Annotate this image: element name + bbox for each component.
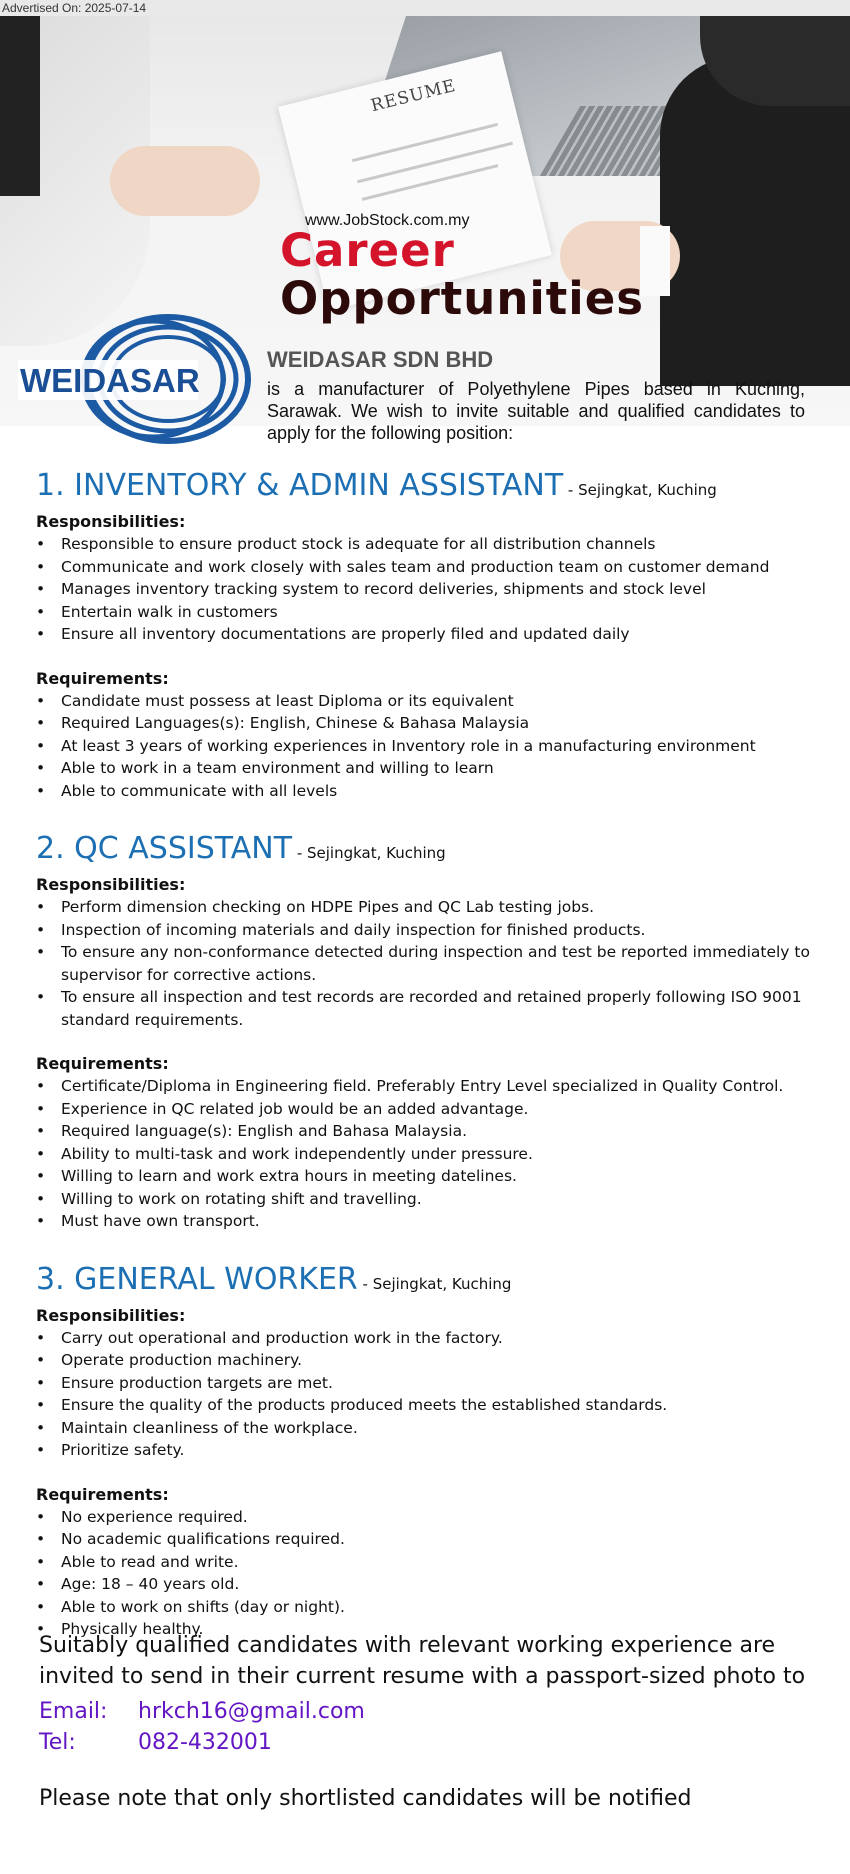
list-item: • Prioritize safety. [36, 1439, 836, 1462]
company-intro: is a manufacturer of Polyethylene Pipes based in Kuching, Sarawak. We wish to invite suitable and qualified candidates to apply for the following position: [267, 379, 805, 443]
list-item: • Maintain cleanliness of the workplace. [36, 1417, 836, 1440]
list-item: • Ability to multi-task and work independently under pressure. [36, 1143, 836, 1166]
requirements-heading: Requirements: [36, 1054, 169, 1073]
requirements-heading: Requirements: [36, 668, 169, 688]
requirements-list [36, 1075, 836, 1233]
list-item: • Able to read and write. [36, 1551, 836, 1574]
responsibilities-list [36, 1327, 836, 1462]
website-url: www.JobStock.com.my [305, 212, 470, 229]
job-location: - Sejingkat, Kuching [292, 844, 446, 862]
list-item: • Able to work on shifts (day or night). [36, 1596, 836, 1619]
list-item: • Candidate must possess at least Diploma or its equivalent [36, 690, 836, 713]
list-item: • Ensure production targets are met. [36, 1372, 836, 1395]
list-item: • Required Languages(s): English, Chinese & Bahasa Malaysia [36, 712, 836, 735]
job-title: 2. QC ASSISTANT [36, 831, 293, 866]
responsibilities-heading: Responsibilities: [36, 1305, 186, 1325]
requirements-list [36, 690, 836, 803]
list-item: • Able to work in a team environment and willing to learn [36, 757, 836, 780]
list-item: • Communicate and work closely with sales team and production team on customer demand [36, 556, 836, 579]
application-instructions: Suitably qualified candidates with relevant working experience are invited to send in their current resume with a passport-sized photo to [39, 1633, 806, 1689]
list-item: • Inspection of incoming materials and daily inspection for finished products. [36, 919, 836, 942]
company-logo [18, 312, 253, 446]
hero-photo-cuff [640, 226, 670, 296]
contact-email-row [39, 1697, 365, 1727]
hero-photo-hands [110, 146, 260, 216]
shortlist-note: Please note that only shortlisted candidates will be notified [39, 1786, 692, 1811]
email-address[interactable]: hrkch16@gmail.com [138, 1699, 365, 1724]
list-item: • Responsible to ensure product stock is adequate for all distribution channels [36, 533, 836, 556]
list-item: • At least 3 years of working experiences in Inventory role in a manufacturing environment [36, 735, 836, 758]
list-item: • To ensure any non-conformance detected during inspection and test be reported immediately to supervisor for corrective actions. [36, 941, 836, 986]
headline-career: Career [280, 224, 455, 277]
hero-resume-heading: RESUME [368, 75, 459, 117]
list-item: • Carry out operational and production work in the factory. [36, 1327, 836, 1350]
job-section [36, 465, 836, 802]
email-label: Email: [39, 1699, 108, 1724]
job-listings [36, 465, 836, 1641]
list-item: • Required language(s): English and Bahasa Malaysia. [36, 1120, 836, 1143]
advertised-date: Advertised On: 2025-07-14 [0, 0, 850, 16]
phone-number[interactable]: 082-432001 [138, 1730, 272, 1755]
tel-label: Tel: [39, 1730, 76, 1755]
job-location: - Sejingkat, Kuching [563, 481, 717, 499]
logo-wordmark: WEIDASAR [20, 362, 200, 399]
list-item: • To ensure all inspection and test records are recorded and retained properly following ISO 9001 standard requirements. [36, 986, 836, 1031]
list-item: • Age: 18 – 40 years old. [36, 1573, 836, 1596]
list-item: • Able to communicate with all levels [36, 780, 836, 803]
list-item: • Willing to work on rotating shift and travelling. [36, 1188, 836, 1211]
list-item: • Willing to learn and work extra hours in meeting datelines. [36, 1165, 836, 1188]
hero-photo-jacket [0, 16, 40, 196]
job-title: 1. INVENTORY & ADMIN ASSISTANT [36, 468, 564, 503]
list-item: • Ensure all inventory documentations are properly filed and updated daily [36, 623, 836, 646]
list-item: • No experience required. [36, 1506, 836, 1529]
responsibilities-list [36, 533, 836, 646]
job-title: 3. GENERAL WORKER [36, 1261, 358, 1297]
list-item: • Manages inventory tracking system to record deliveries, shipments and stock level [36, 578, 836, 601]
job-title-row [36, 465, 836, 511]
list-item: • Entertain walk in customers [36, 601, 836, 624]
list-item: • Physically healthy. [36, 1618, 836, 1641]
job-section [36, 1259, 836, 1641]
list-item: • Experience in QC related job would be an added advantage. [36, 1098, 836, 1121]
requirements-heading: Requirements: [36, 1484, 169, 1504]
job-location: - Sejingkat, Kuching [357, 1274, 512, 1293]
list-item: • Operate production machinery. [36, 1349, 836, 1372]
responsibilities-heading: Responsibilities: [36, 875, 186, 894]
list-item: • Perform dimension checking on HDPE Pipes and QC Lab testing jobs. [36, 896, 836, 919]
requirements-list [36, 1506, 836, 1641]
job-title-row [36, 828, 836, 874]
list-item: • Certificate/Diploma in Engineering field. Preferably Entry Level specialized in Quality Control. [36, 1075, 836, 1098]
job-section [36, 828, 836, 1233]
list-item: • No academic qualifications required. [36, 1528, 836, 1551]
headline-opportunities: Opportunities [280, 272, 645, 325]
responsibilities-list [36, 896, 836, 1031]
contact-phone-row [39, 1728, 272, 1758]
list-item: • Must have own transport. [36, 1210, 836, 1233]
responsibilities-heading: Responsibilities: [36, 512, 186, 531]
list-item: • Ensure the quality of the products produced meets the established standards. [36, 1394, 836, 1417]
job-title-row [36, 1259, 836, 1305]
company-name: WEIDASAR SDN BHD [267, 347, 494, 372]
